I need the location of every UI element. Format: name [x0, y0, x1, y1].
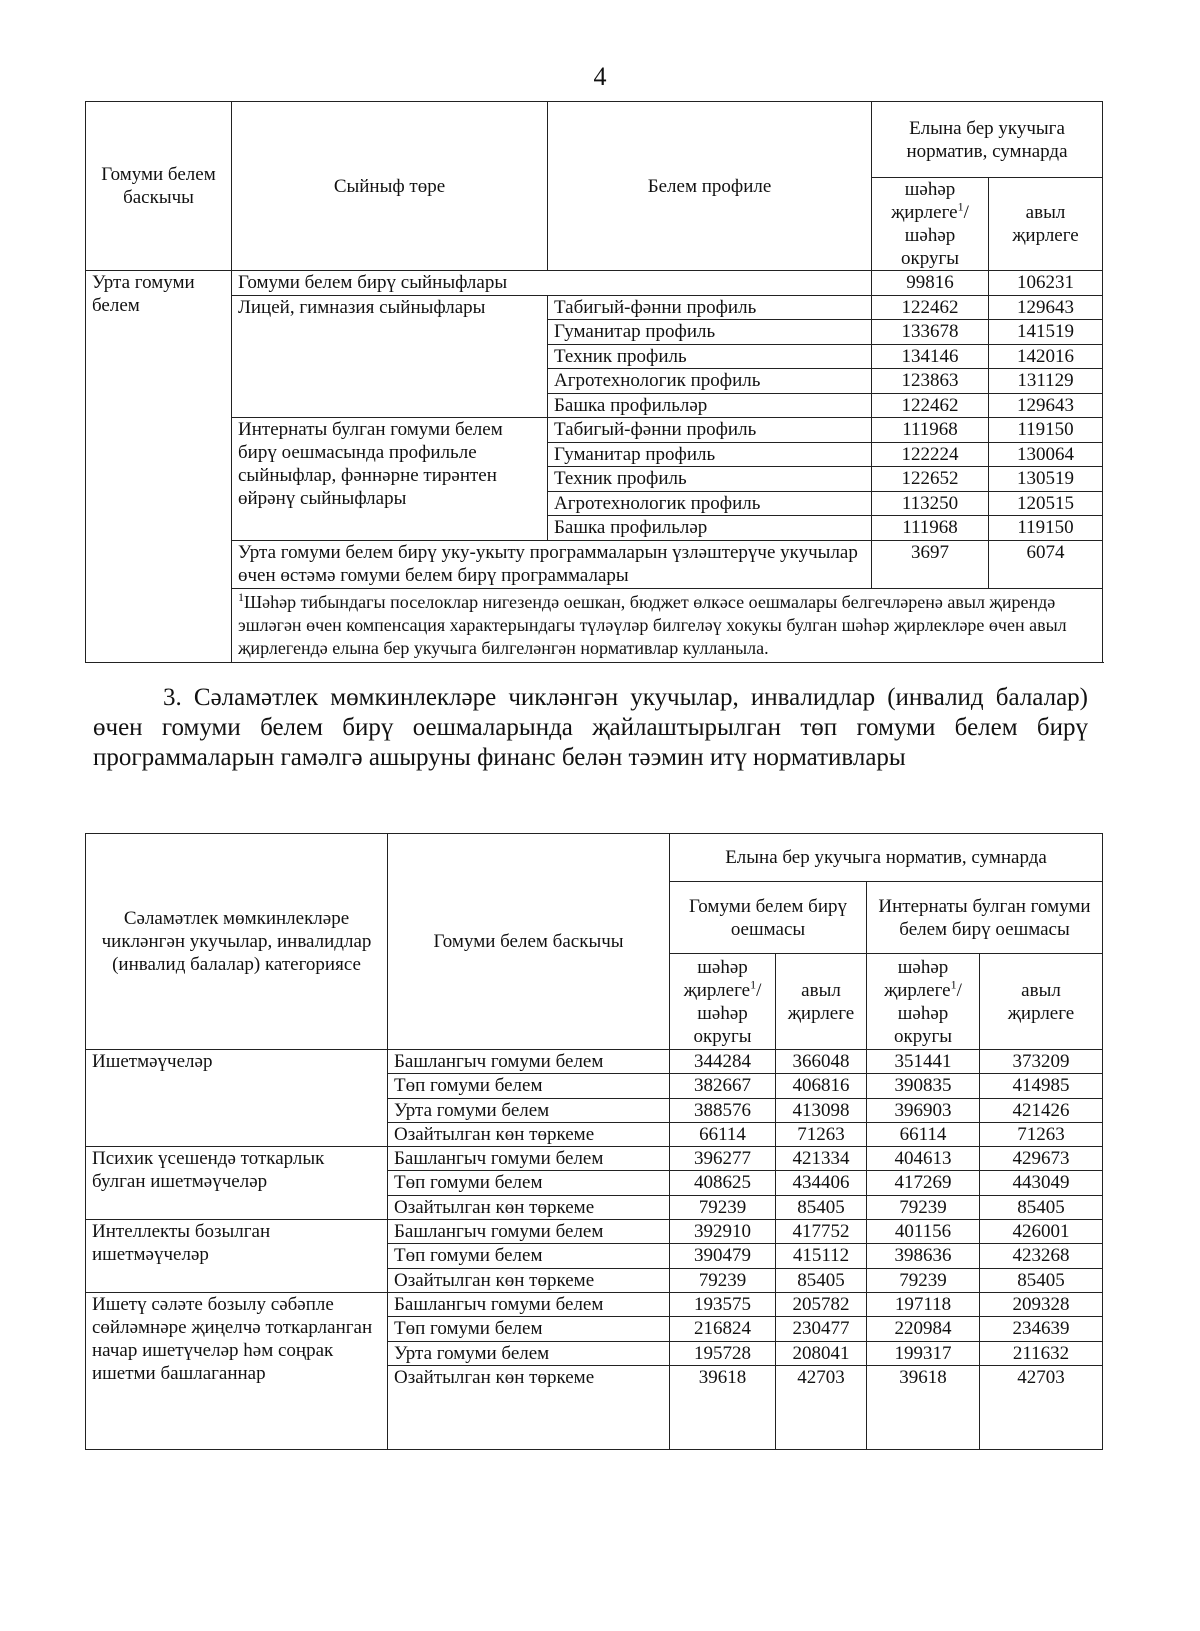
general-classes-label: Гомуми белем бирү сыйныфлары: [232, 271, 872, 296]
level-cell: Төп гомуми белем: [388, 1171, 670, 1195]
value-cell: 230477: [776, 1317, 867, 1341]
value-cell: 404613: [867, 1147, 980, 1171]
value-cell: 429673: [980, 1147, 1103, 1171]
rural-value: 130519: [989, 467, 1103, 492]
header-norm: Елына бер укучыга норматив, сумнарда: [872, 102, 1103, 178]
header-level: Гомуми белем баскычы: [86, 102, 232, 271]
rural-value: 129643: [989, 393, 1103, 418]
value-cell: 415112: [776, 1244, 867, 1268]
profile-cell: Гуманитар профиль: [548, 442, 872, 467]
value-cell: 234639: [980, 1317, 1103, 1341]
profile-cell: Башка профильләр: [548, 393, 872, 418]
value-cell: 388576: [670, 1098, 776, 1122]
footnote-text: Шәһәр тибындагы поселоклар нигезендә оешкан, бюджет өлкәсе оешмалары белгечләренә авыл җирендә эшләгән өчен компенсация характерындагы түләүләр билгеләү хокукы булган шәһәр җирлекләре өчен авыл җирлегендә елына бер укучыга билгеләнгән нормативлар кулланыла.: [238, 591, 1067, 658]
value-cell: 79239: [670, 1268, 776, 1292]
value-cell: 390479: [670, 1244, 776, 1268]
header-urban-b: / шәһәр округы: [693, 979, 762, 1047]
urban-value: 123863: [872, 369, 989, 394]
header-urban-a: шәһәр җирлеге: [884, 956, 951, 1001]
profile-cell: Табигый-фәнни профиль: [548, 418, 872, 443]
value-cell: 396903: [867, 1098, 980, 1122]
boarding-label: Интернаты булган гомуми белем бирү оешмасында профильле сыйныфлар, фәннәрне тирәнтен өйрәнү сыйныфлары: [232, 418, 548, 541]
urban-value: 122462: [872, 295, 989, 320]
level-cell: Озайтылган көн төркеме: [388, 1268, 670, 1292]
value-cell: 199317: [867, 1341, 980, 1365]
lyceum-label: Лицей, гимназия сыйныфлары: [232, 295, 548, 418]
value-cell: 71263: [980, 1122, 1103, 1146]
header-rural: авыл җирлеге: [776, 954, 867, 1050]
value-cell: 85405: [776, 1195, 867, 1219]
header-category: Сәламәтлек мөмкинлекләре чикләнгән укучылар, инвалидлар (инвалид балалар) категориясе: [86, 834, 388, 1050]
funding-norms-table-secondary: [85, 101, 1103, 663]
value-cell: 71263: [776, 1122, 867, 1146]
value-cell: 193575: [670, 1292, 776, 1316]
header-urban-a: шәһәр җирлеге: [891, 179, 958, 223]
category-cell: Ишетмәүчеләр: [86, 1050, 388, 1147]
urban-value: 134146: [872, 344, 989, 369]
extra-urban: 3697: [872, 540, 989, 588]
footnote-mark: 1: [238, 589, 244, 604]
rural-value: 131129: [989, 369, 1103, 394]
level-cell: Урта гомуми белем: [388, 1341, 670, 1365]
category-cell: Психик үсешендә тоткарлык булган ишетмәүчеләр: [86, 1147, 388, 1220]
value-cell: 413098: [776, 1098, 867, 1122]
value-cell: 66114: [670, 1122, 776, 1146]
header-class-type: Сыйныф төре: [232, 102, 548, 271]
general-rural: 106231: [989, 271, 1103, 296]
level-label: Урта гомуми белем: [86, 271, 232, 663]
value-cell: 42703: [980, 1365, 1103, 1449]
profile-cell: Агротехнологик профиль: [548, 369, 872, 394]
value-cell: 406816: [776, 1074, 867, 1098]
value-cell: 197118: [867, 1292, 980, 1316]
footnote-ref: 1: [950, 977, 957, 992]
level-cell: Башлангыч гомуми белем: [388, 1292, 670, 1316]
value-cell: 211632: [980, 1341, 1103, 1365]
value-cell: 85405: [980, 1268, 1103, 1292]
value-cell: 209328: [980, 1292, 1103, 1316]
level-cell: Төп гомуми белем: [388, 1317, 670, 1341]
urban-value: 111968: [872, 516, 989, 541]
general-urban: 99816: [872, 271, 989, 296]
rural-value: 129643: [989, 295, 1103, 320]
urban-value: 122462: [872, 393, 989, 418]
profile-cell: Башка профильләр: [548, 516, 872, 541]
profile-cell: Техник профиль: [548, 467, 872, 492]
category-cell: Интеллекты бозылган ишетмәүчеләр: [86, 1220, 388, 1293]
value-cell: 426001: [980, 1220, 1103, 1244]
value-cell: 208041: [776, 1341, 867, 1365]
value-cell: 85405: [776, 1268, 867, 1292]
header-profile: Белем профиле: [548, 102, 872, 271]
value-cell: 417269: [867, 1171, 980, 1195]
footnote: [232, 588, 1103, 662]
rural-value: 119150: [989, 516, 1103, 541]
profile-cell: Табигый-фәнни профиль: [548, 295, 872, 320]
value-cell: 216824: [670, 1317, 776, 1341]
profile-cell: Техник профиль: [548, 344, 872, 369]
value-cell: 408625: [670, 1171, 776, 1195]
value-cell: 434406: [776, 1171, 867, 1195]
value-cell: 351441: [867, 1050, 980, 1074]
rural-value: 142016: [989, 344, 1103, 369]
value-cell: 39618: [670, 1365, 776, 1449]
page-number: 4: [593, 62, 607, 91]
rural-value: 120515: [989, 491, 1103, 516]
rural-value: 141519: [989, 320, 1103, 345]
header-urban: [670, 954, 776, 1050]
value-cell: 421426: [980, 1098, 1103, 1122]
rural-value: 119150: [989, 418, 1103, 443]
level-cell: Төп гомуми белем: [388, 1244, 670, 1268]
value-cell: 401156: [867, 1220, 980, 1244]
value-cell: 66114: [867, 1122, 980, 1146]
value-cell: 443049: [980, 1171, 1103, 1195]
extra-rural: 6074: [989, 540, 1103, 588]
footnote-ref: 1: [957, 199, 964, 214]
footnote-ref: 1: [750, 977, 757, 992]
value-cell: 423268: [980, 1244, 1103, 1268]
level-cell: Урта гомуми белем: [388, 1098, 670, 1122]
value-cell: 392910: [670, 1220, 776, 1244]
value-cell: 205782: [776, 1292, 867, 1316]
section-heading-paragraph: [93, 683, 1088, 773]
value-cell: 79239: [867, 1268, 980, 1292]
value-cell: 85405: [980, 1195, 1103, 1219]
value-cell: 390835: [867, 1074, 980, 1098]
urban-value: 111968: [872, 418, 989, 443]
value-cell: 382667: [670, 1074, 776, 1098]
header-level: Гомуми белем баскычы: [388, 834, 670, 1050]
value-cell: 366048: [776, 1050, 867, 1074]
value-cell: 79239: [867, 1195, 980, 1219]
urban-value: 113250: [872, 491, 989, 516]
value-cell: 39618: [867, 1365, 980, 1449]
header-urban-b: / шәһәр округы: [893, 979, 962, 1047]
header-rural: авыл җирлеге: [989, 178, 1103, 271]
header-urban-a: шәһәр җирлеге: [683, 956, 751, 1001]
header-rural: авыл җирлеге: [980, 954, 1103, 1050]
category-cell: Ишетү сәләте бозылу сәбәпле сөйләмнәре җиңелчә тоткарланган начар ишетүчеләр һәм соңрак ишетми башлаганнар: [86, 1292, 388, 1449]
value-cell: 79239: [670, 1195, 776, 1219]
value-cell: 417752: [776, 1220, 867, 1244]
rural-value: 130064: [989, 442, 1103, 467]
level-cell: Озайтылган көн төркеме: [388, 1365, 670, 1449]
header-norm: Елына бер укучыга норматив, сумнарда: [670, 834, 1103, 882]
section-number: 3.: [163, 684, 182, 711]
value-cell: 220984: [867, 1317, 980, 1341]
header-urban: [872, 178, 989, 271]
value-cell: 373209: [980, 1050, 1103, 1074]
value-cell: 42703: [776, 1365, 867, 1449]
header-urban: [867, 954, 980, 1050]
header-boarding-org: Интернаты булган гомуми белем бирү оешмасы: [867, 882, 1103, 954]
profile-cell: Агротехнологик профиль: [548, 491, 872, 516]
profile-cell: Гуманитар профиль: [548, 320, 872, 345]
value-cell: 396277: [670, 1147, 776, 1171]
value-cell: 414985: [980, 1074, 1103, 1098]
header-urban-b: / шәһәр округы: [900, 202, 969, 269]
level-cell: Төп гомуми белем: [388, 1074, 670, 1098]
header-general-org: Гомуми белем бирү оешмасы: [670, 882, 867, 954]
value-cell: 421334: [776, 1147, 867, 1171]
level-cell: Озайтылган көн төркеме: [388, 1195, 670, 1219]
level-cell: Башлангыч гомуми белем: [388, 1220, 670, 1244]
value-cell: 344284: [670, 1050, 776, 1074]
section-text: Сәламәтлек мөмкинлекләре чикләнгән укучылар, инвалидлар (инвалид балалар) өчен гомуми белем бирү оешмаларында җайлаштырылган төп гомуми белем бирү программаларын гамәлгә ашыруны финанс белән тәэмин итү нормативлары: [93, 684, 1089, 771]
level-cell: Башлангыч гомуми белем: [388, 1147, 670, 1171]
value-cell: 398636: [867, 1244, 980, 1268]
urban-value: 122224: [872, 442, 989, 467]
urban-value: 122652: [872, 467, 989, 492]
funding-norms-table-disabilities: [85, 833, 1103, 1450]
level-cell: Озайтылган көн төркеме: [388, 1122, 670, 1146]
urban-value: 133678: [872, 320, 989, 345]
extra-programs-label: Урта гомуми белем бирү уку-укыту программаларын үзләштерүче укучылар өчен өстәмә гомуми белем бирү программалары: [232, 540, 872, 588]
value-cell: 195728: [670, 1341, 776, 1365]
level-cell: Башлангыч гомуми белем: [388, 1050, 670, 1074]
